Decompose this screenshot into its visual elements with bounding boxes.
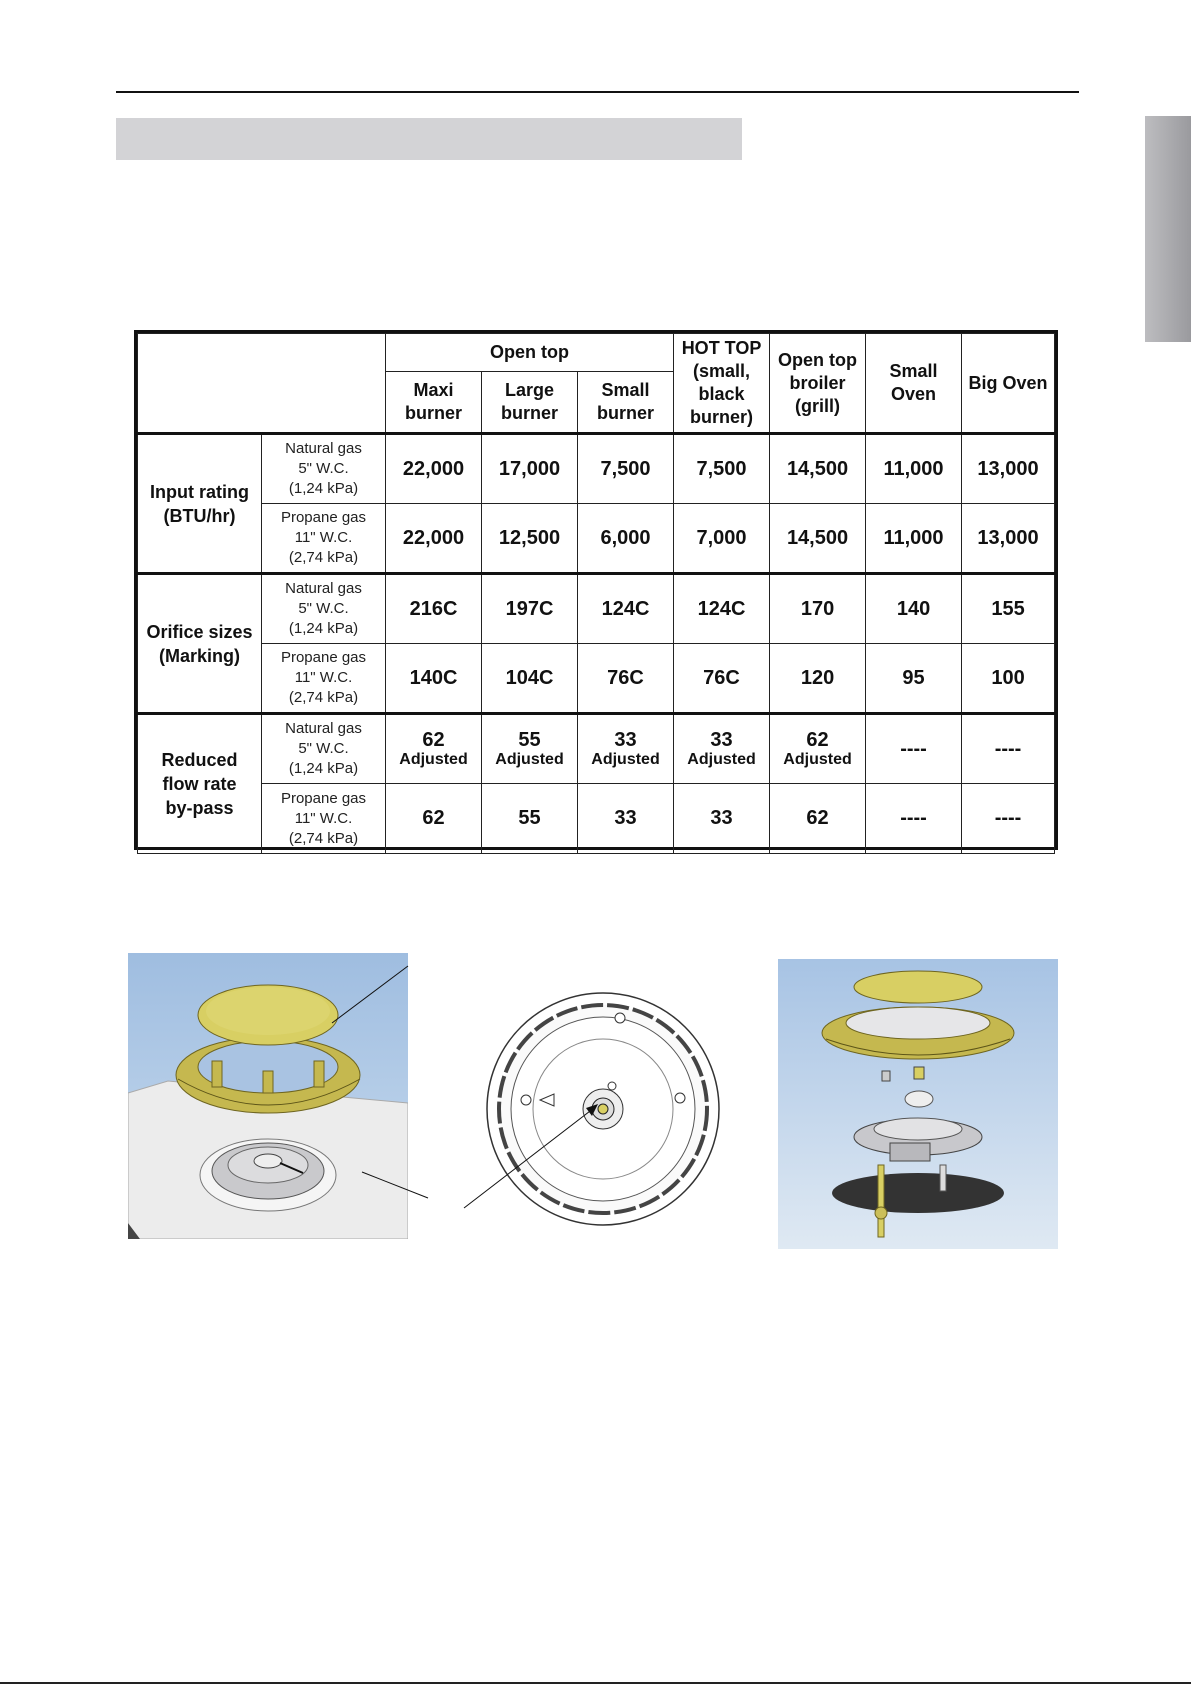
value-cell: 7,500: [674, 434, 770, 504]
value-cell: 100: [962, 644, 1055, 714]
header-small-burner: Small burner: [578, 372, 674, 434]
value-cell: 76C: [674, 644, 770, 714]
row-label-reduced-flow-rate: Reduced flow rate by-pass: [138, 714, 262, 854]
value-cell: 62 Adjusted: [770, 714, 866, 784]
value-cell: 76C: [578, 644, 674, 714]
base-leader-line: [360, 1170, 430, 1200]
value-cell: 140: [866, 574, 962, 644]
value-cell: 33: [578, 784, 674, 854]
value-cell: 62: [770, 784, 866, 854]
gas-condition-cell: Natural gas 5" W.C. (1,24 kPa): [262, 574, 386, 644]
value-cell: ----: [962, 784, 1055, 854]
value-cell: 13,000: [962, 434, 1055, 504]
gas-condition-cell: Propane gas 11" W.C. (2,74 kPa): [262, 504, 386, 574]
footer-rule: [0, 1682, 1191, 1684]
header-large-burner: Large burner: [482, 372, 578, 434]
value-cell: ----: [962, 714, 1055, 784]
value-cell: 155: [962, 574, 1055, 644]
value-cell: 33: [674, 784, 770, 854]
value-cell: 11,000: [866, 434, 962, 504]
value-cell: 216C: [386, 574, 482, 644]
value-cell: 124C: [674, 574, 770, 644]
value-cell: 14,500: [770, 504, 866, 574]
header-open-top-broiler: Open top broiler (grill): [770, 334, 866, 434]
table-corner-cell: [138, 334, 386, 434]
value-cell: 33 Adjusted: [578, 714, 674, 784]
value-cell: 62: [386, 784, 482, 854]
header-rule: [116, 91, 1079, 93]
value-cell: 12,500: [482, 504, 578, 574]
value-cell: 170: [770, 574, 866, 644]
value-cell: 6,000: [578, 504, 674, 574]
value-cell: 22,000: [386, 504, 482, 574]
value-cell: 55: [482, 784, 578, 854]
gas-condition-cell: Natural gas 5" W.C. (1,24 kPa): [262, 434, 386, 504]
header-big-oven: Big Oven: [962, 334, 1055, 434]
value-cell: 197C: [482, 574, 578, 644]
gas-spec-table: [134, 330, 1058, 850]
cap-leader-line: [330, 965, 410, 1025]
header-open-top: Open top: [386, 334, 674, 372]
value-cell: 7,500: [578, 434, 674, 504]
gas-condition-cell: Natural gas 5" W.C. (1,24 kPa): [262, 714, 386, 784]
section-title-bar: [116, 118, 742, 160]
header-maxi-burner: Maxi burner: [386, 372, 482, 434]
value-cell: 33 Adjusted: [674, 714, 770, 784]
value-cell: ----: [866, 784, 962, 854]
value-cell: 140C: [386, 644, 482, 714]
value-cell: 14,500: [770, 434, 866, 504]
row-label-input-rating: Input rating (BTU/hr): [138, 434, 262, 574]
orifice-leader-line: [462, 1098, 602, 1210]
row-label-orifice-sizes: Orifice sizes (Marking): [138, 574, 262, 714]
value-cell: 13,000: [962, 504, 1055, 574]
header-hot-top: HOT TOP (small, black burner): [674, 334, 770, 434]
value-cell: 17,000: [482, 434, 578, 504]
gas-condition-cell: Propane gas 11" W.C. (2,74 kPa): [262, 644, 386, 714]
value-cell: 11,000: [866, 504, 962, 574]
value-cell: 120: [770, 644, 866, 714]
value-cell: 55 Adjusted: [482, 714, 578, 784]
chapter-side-tab: [1145, 116, 1191, 342]
value-cell: 62 Adjusted: [386, 714, 482, 784]
header-small-oven: Small Oven: [866, 334, 962, 434]
value-cell: 22,000: [386, 434, 482, 504]
value-cell: ----: [866, 714, 962, 784]
gas-condition-cell: Propane gas 11" W.C. (2,74 kPa): [262, 784, 386, 854]
value-cell: 7,000: [674, 504, 770, 574]
value-cell: 95: [866, 644, 962, 714]
value-cell: 104C: [482, 644, 578, 714]
value-cell: 124C: [578, 574, 674, 644]
burner-assembly-exploded-view: [778, 959, 1058, 1249]
